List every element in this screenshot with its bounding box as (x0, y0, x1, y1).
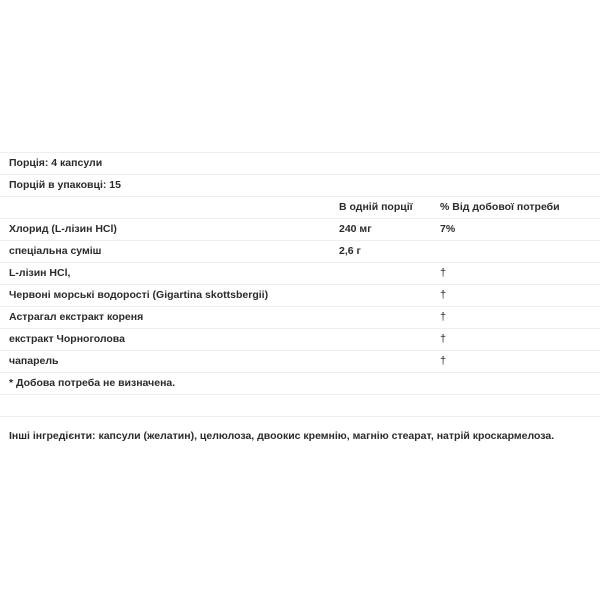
daily-value-footnote-row (0, 373, 600, 395)
column-header-label (0, 197, 330, 219)
table-spacer-row (0, 395, 600, 417)
column-header-daily-value: % Від добової потреби (431, 197, 600, 219)
nutrient-amount (330, 263, 431, 285)
column-header-row (0, 197, 600, 219)
serving-size-text: Порція: 4 капсули (0, 153, 600, 175)
table-row (0, 263, 600, 285)
nutrient-daily-value: 7% (431, 219, 600, 241)
nutrient-daily-value: † (431, 263, 600, 285)
nutrient-amount: 2,6 г (330, 241, 431, 263)
table-row (0, 351, 600, 373)
nutrient-amount (330, 285, 431, 307)
nutrient-label: L-лізин HCl, (0, 263, 330, 285)
table-row (0, 285, 600, 307)
servings-per-container-text: Порцій в упаковці: 15 (0, 175, 600, 197)
table-spacer-cell (0, 395, 600, 417)
nutrient-amount (330, 329, 431, 351)
daily-value-footnote-text: * Добова потреба не визначена. (0, 373, 600, 395)
column-header-per-serving: В одній порції (330, 197, 431, 219)
nutrient-daily-value: † (431, 329, 600, 351)
nutrient-daily-value (431, 241, 600, 263)
table-row (0, 219, 600, 241)
nutrient-label: екстракт Чорноголова (0, 329, 330, 351)
nutrient-label: Хлорид (L-лізин HCl) (0, 219, 330, 241)
other-ingredients-text: Інші інгредієнти: капсули (желатин), целюлоза, двоокис кремнію, магнію стеарат, натрій кроскармелоза. (9, 430, 555, 442)
serving-size-row (0, 153, 600, 175)
supplement-facts-body (0, 153, 600, 417)
table-row (0, 307, 600, 329)
supplement-facts-table (0, 152, 600, 417)
nutrient-label: чапарель (0, 351, 330, 373)
nutrient-daily-value: † (431, 285, 600, 307)
nutrient-label: Астрагал екстракт кореня (0, 307, 330, 329)
nutrient-daily-value: † (431, 351, 600, 373)
nutrient-daily-value: † (431, 307, 600, 329)
nutrient-amount (330, 307, 431, 329)
table-row (0, 329, 600, 351)
servings-per-container-row (0, 175, 600, 197)
nutrient-label: Червоні морські водорості (Gigartina skottsbergii) (0, 285, 330, 307)
table-row (0, 241, 600, 263)
nutrient-label: спеціальна суміш (0, 241, 330, 263)
nutrient-amount: 240 мг (330, 219, 431, 241)
nutrient-amount (330, 351, 431, 373)
supplement-facts-panel (0, 152, 600, 417)
